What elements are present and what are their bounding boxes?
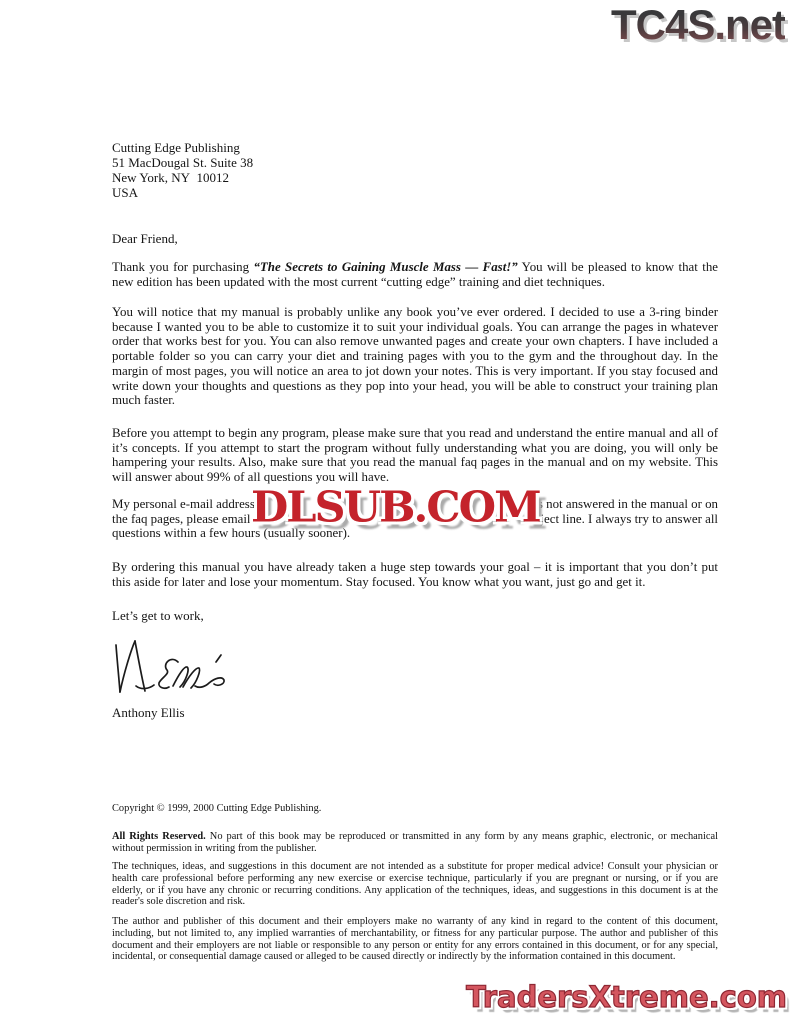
rights-text: No part of this book may be reproduced or transmitted in any form by any means graphic, electronic, or mechanical without permission in writing from the publisher. bbox=[112, 831, 718, 854]
medical-disclaimer: The techniques, ideas, and suggestions in this document are not intended as a substitute for proper medical advice! Consult your physician or health care professional before performing any new exercise or exercise technique, particularly if you are pregnant or nursing, or if you are elderly, or if you have any chronic or recurring conditions. Any application of the techniques, ideas, and suggestions in this document is at the reader's sole discretion and risk. bbox=[112, 861, 718, 908]
paragraph-binder: You will notice that my manual is probably unlike any book you’ve ever ordered. I decided to use a 3-ring binder because I wanted you to be able to customize it to suit your individual goals. You can arrange the pages in whatever order that works best for you. You can also remove unwanted pages and create your own chapters. I have included a portable folder so you can carry your diet and training pages with you to the gym and the throughout day. In the margin of most pages, you will notice an area to jot down your notes. This is very important. If you stay focused and write down your thoughts and questions as they pop into your head, you will be able to construct your training plan much faster. bbox=[112, 305, 718, 408]
paragraph-text: the faq pages, please email bbox=[112, 511, 251, 526]
address-line: 51 MacDougal St. Suite 38 bbox=[112, 155, 254, 170]
paragraph-text: ject line. I always try to answer all bbox=[540, 511, 718, 526]
paragraph-text: s not answered in the manual or on bbox=[537, 497, 718, 511]
paragraph-read-manual: Before you attempt to begin any program, please make sure that you read and understand the entire manual and all of it’s concepts. If you attempt to start the program without fully understanding what you are doing, you will only be hampering your results. Also, make sure that you read the manual faq pages in the manual and on my website. This will answer about 99% of all questions you will have. bbox=[112, 426, 718, 485]
address-line: USA bbox=[112, 185, 139, 200]
paragraph-text: My personal e-mail address bbox=[112, 497, 255, 511]
salutation: Dear Friend, bbox=[112, 231, 178, 246]
email-paragraph-line: questions within a few hours (usually sooner). bbox=[112, 526, 351, 541]
tradersxtreme-watermark: TradersXtreme.com bbox=[466, 980, 787, 1014]
book-title: “The Secrets to Gaining Muscle Mass — Fast!” bbox=[253, 260, 518, 274]
paragraph-text: Thank you for purchasing bbox=[112, 260, 254, 274]
paragraph-thank-you bbox=[112, 260, 718, 289]
address-line: Cutting Edge Publishing bbox=[112, 140, 240, 155]
closing-line: Let’s get to work, bbox=[112, 608, 204, 623]
paragraph-text: You will be pleased to know that the new edition has been updated with the most current “cutting edge” training and diet techniques. bbox=[112, 260, 718, 289]
rights-bold: All Rights Reserved. bbox=[112, 831, 206, 842]
tc4s-watermark: TC4S.net bbox=[610, 1, 785, 48]
copyright-line: Copyright © 1999, 2000 Cutting Edge Publishing. bbox=[112, 803, 322, 814]
dlsub-watermark: DLSUB.COM bbox=[251, 483, 540, 533]
sender-address bbox=[112, 140, 718, 200]
rights-paragraph bbox=[112, 831, 718, 855]
signature bbox=[108, 636, 253, 700]
address-line: New York, NY 10012 bbox=[112, 170, 230, 185]
signer-name: Anthony Ellis bbox=[112, 705, 185, 720]
paragraph-momentum: By ordering this manual you have already taken a huge step towards your goal – it is important that you don’t put this aside for later and lose your momentum. Stay focused. You know what you want, just go and get it. bbox=[112, 560, 718, 589]
warranty-disclaimer: The author and publisher of this document and their employers make no warranty of any kind in regard to the content of this document, including, but not limited to, any implied warranties of merchantability, or fitness for any particular purpose. The author and publisher of this document and their employers are not liable or responsible to any person or entity for any errors contained in this document, or for any special, incidental, or consequential damage caused or alleged to be caused directly or indirectly by the information contained in this document. bbox=[112, 916, 718, 963]
